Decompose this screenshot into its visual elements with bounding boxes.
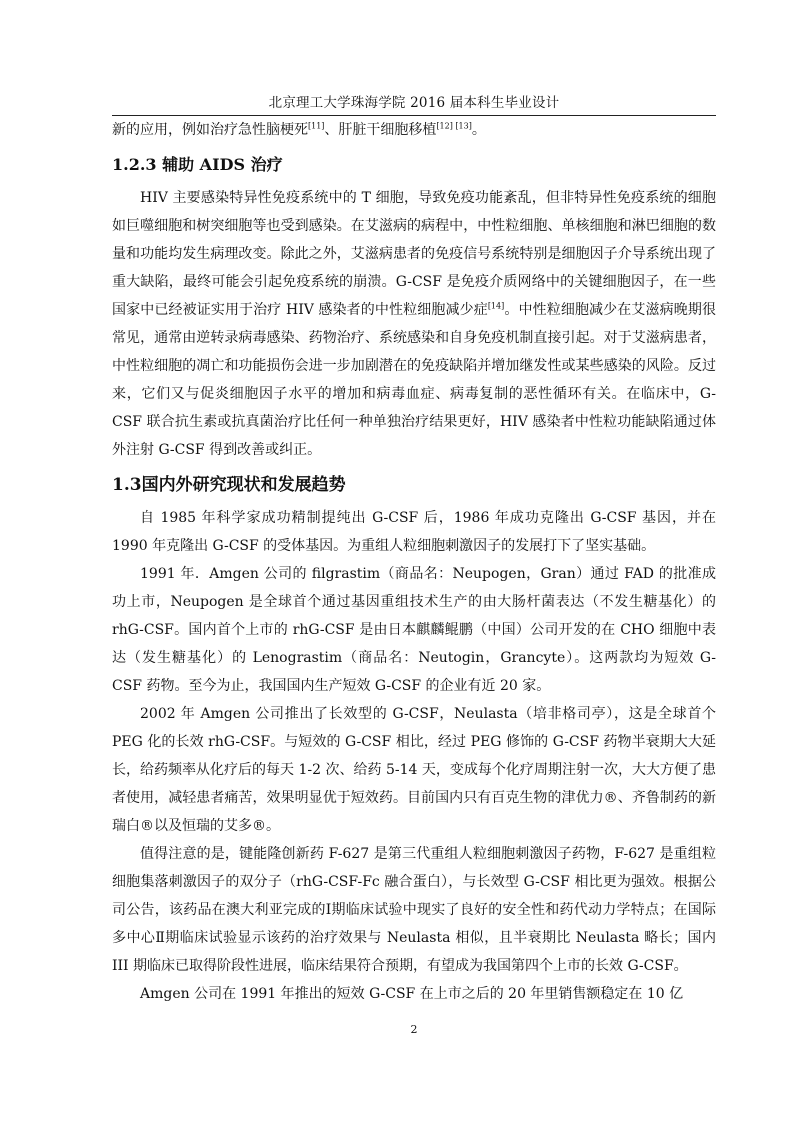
citation-12-13: [12] [13] bbox=[436, 121, 472, 131]
intro-text-3: 。 bbox=[471, 122, 486, 138]
intro-text-1: 新的应用，例如治疗急性脑梗死 bbox=[112, 122, 308, 138]
research-paragraph-3: 2002 年 Amgen 公司推出了长效型的 G-CSF，Neulasta（培非格司亭），这是全球首个 PEG 化的长效 rhG-CSF。与短效的 G-CSF 相比，经过 PEG 修饰的 G-CSF 药物半衰期大大延长，给药频率从化疗后的每天 1-2 次、给药 5-14 天，变成每个化疗周期注射一次，大大方便了患者使用，减轻患者痛苦，效果明显优于短效药。目前国内只有百克生物的津优力®、齐鲁制药的新瑞白®以及恒瑞的艾多®。 bbox=[112, 706, 716, 834]
body-text bbox=[112, 116, 716, 1008]
section-heading-1-3: 1.3国内外研究现状和发展趋势 bbox=[112, 475, 346, 495]
section-heading-1-2-3: 1.2.3 辅助 AIDS 治疗 bbox=[112, 155, 283, 174]
research-paragraph-1: 自 1985 年科学家成功精制提纯出 G-CSF 后，1986 年成功克隆出 G-CSF 基因，并在 1990 年克隆出 G-CSF 的受体基因。为重组人粒细胞刺激因子的发展打下了坚实基础。 bbox=[112, 510, 716, 554]
aids-paragraph-text-1: HIV 主要感染特异性免疫系统中的 T 细胞，导致免疫功能紊乱，但非特异性免疫系统的细胞如巨噬细胞和树突细胞等也受到感染。在艾滋病的病程中，中性粒细胞、单核细胞和淋巴细胞的数量和功能均发生病理改变。除此之外，艾滋病患者的免疫信号系统特别是细胞因子介导系统出现了重大缺陷，最终可能会引起免疫系统的崩溃。G-CSF 是免疫介质网络中的关键细胞因子，在一些国家中已经被证实用于治疗 HIV 感染者的中性粒细胞减少症 bbox=[112, 190, 716, 318]
research-paragraph-2: 1991 年．Amgen 公司的 filgrastim（商品名：Neupogen，Gran）通过 FAD 的批准成功上市，Neupogen 是全球首个通过基因重组技术生产的由大肠杆菌表达（不发生糖基化）的 rhG-CSF。国内首个上市的 rhG-CSF 是由日本麒麟鲲鹏（中国）公司开发的在 CHO 细胞中表达（发生糖基化）的 Lenograstim（商品名：Neutogin，Grancyte）。这两款均为短效 G-CSF 药物。至今为止，我国国内生产短效 G-CSF 的企业有近 20 家。 bbox=[112, 566, 716, 694]
research-paragraph-5: Amgen 公司在 1991 年推出的短效 G-CSF 在上市之后的 20 年里销售额稳定在 10 亿 bbox=[140, 986, 684, 1002]
citation-11: [11] bbox=[308, 121, 325, 131]
intro-line bbox=[112, 116, 716, 144]
running-header: 北京理工大学珠海学院 2016 届本科生毕业设计 bbox=[268, 95, 560, 111]
intro-text-2: 、肝脏干细胞移植 bbox=[324, 122, 437, 138]
aids-paragraph-text-2: 。中性粒细胞减少在艾滋病晚期很常见，通常由逆转录病毒感染、药物治疗、系统感染和自身免疫机制直接引起。对于艾滋病患者，中性粒细胞的凋亡和功能损伤会进一步加剧潜在的免疫缺陷并增加继发性或某些感染的风险。反过来，它们又与促炎细胞因子水平的增加和病毒血症、病毒复制的恶性循环有关。在临床中，G-CSF 联合抗生素或抗真菌治疗比任何一种单独治疗结果更好，HIV 感染者中性粒功能缺陷通过体外注射 G-CSF 得到改善或纠正。 bbox=[112, 302, 717, 458]
research-paragraph-4: 值得注意的是，键能隆创新药 F-627 是第三代重组人粒细胞刺激因子药物，F-627 是重组粒细胞集落刺激因子的双分子（rhG-CSF-Fc 融合蛋白），与长效型 G-CSF 相比更为强效。根据公司公告，该药品在澳大利亚完成的Ⅰ期临床试验中现实了良好的安全性和药代动力学特点；在国际多中心Ⅱ期临床试验显示该药的治疗效果与 Neulasta 相似，且半衰期比 Neulasta 略长；国内 III 期临床已取得阶段性进展，临床结果符合预期，有望成为我国第四个上市的长效 G-CSF。 bbox=[112, 846, 716, 974]
citation-14: [14] bbox=[487, 301, 505, 311]
aids-paragraph bbox=[112, 184, 716, 464]
page-number: 2 bbox=[410, 1023, 418, 1036]
